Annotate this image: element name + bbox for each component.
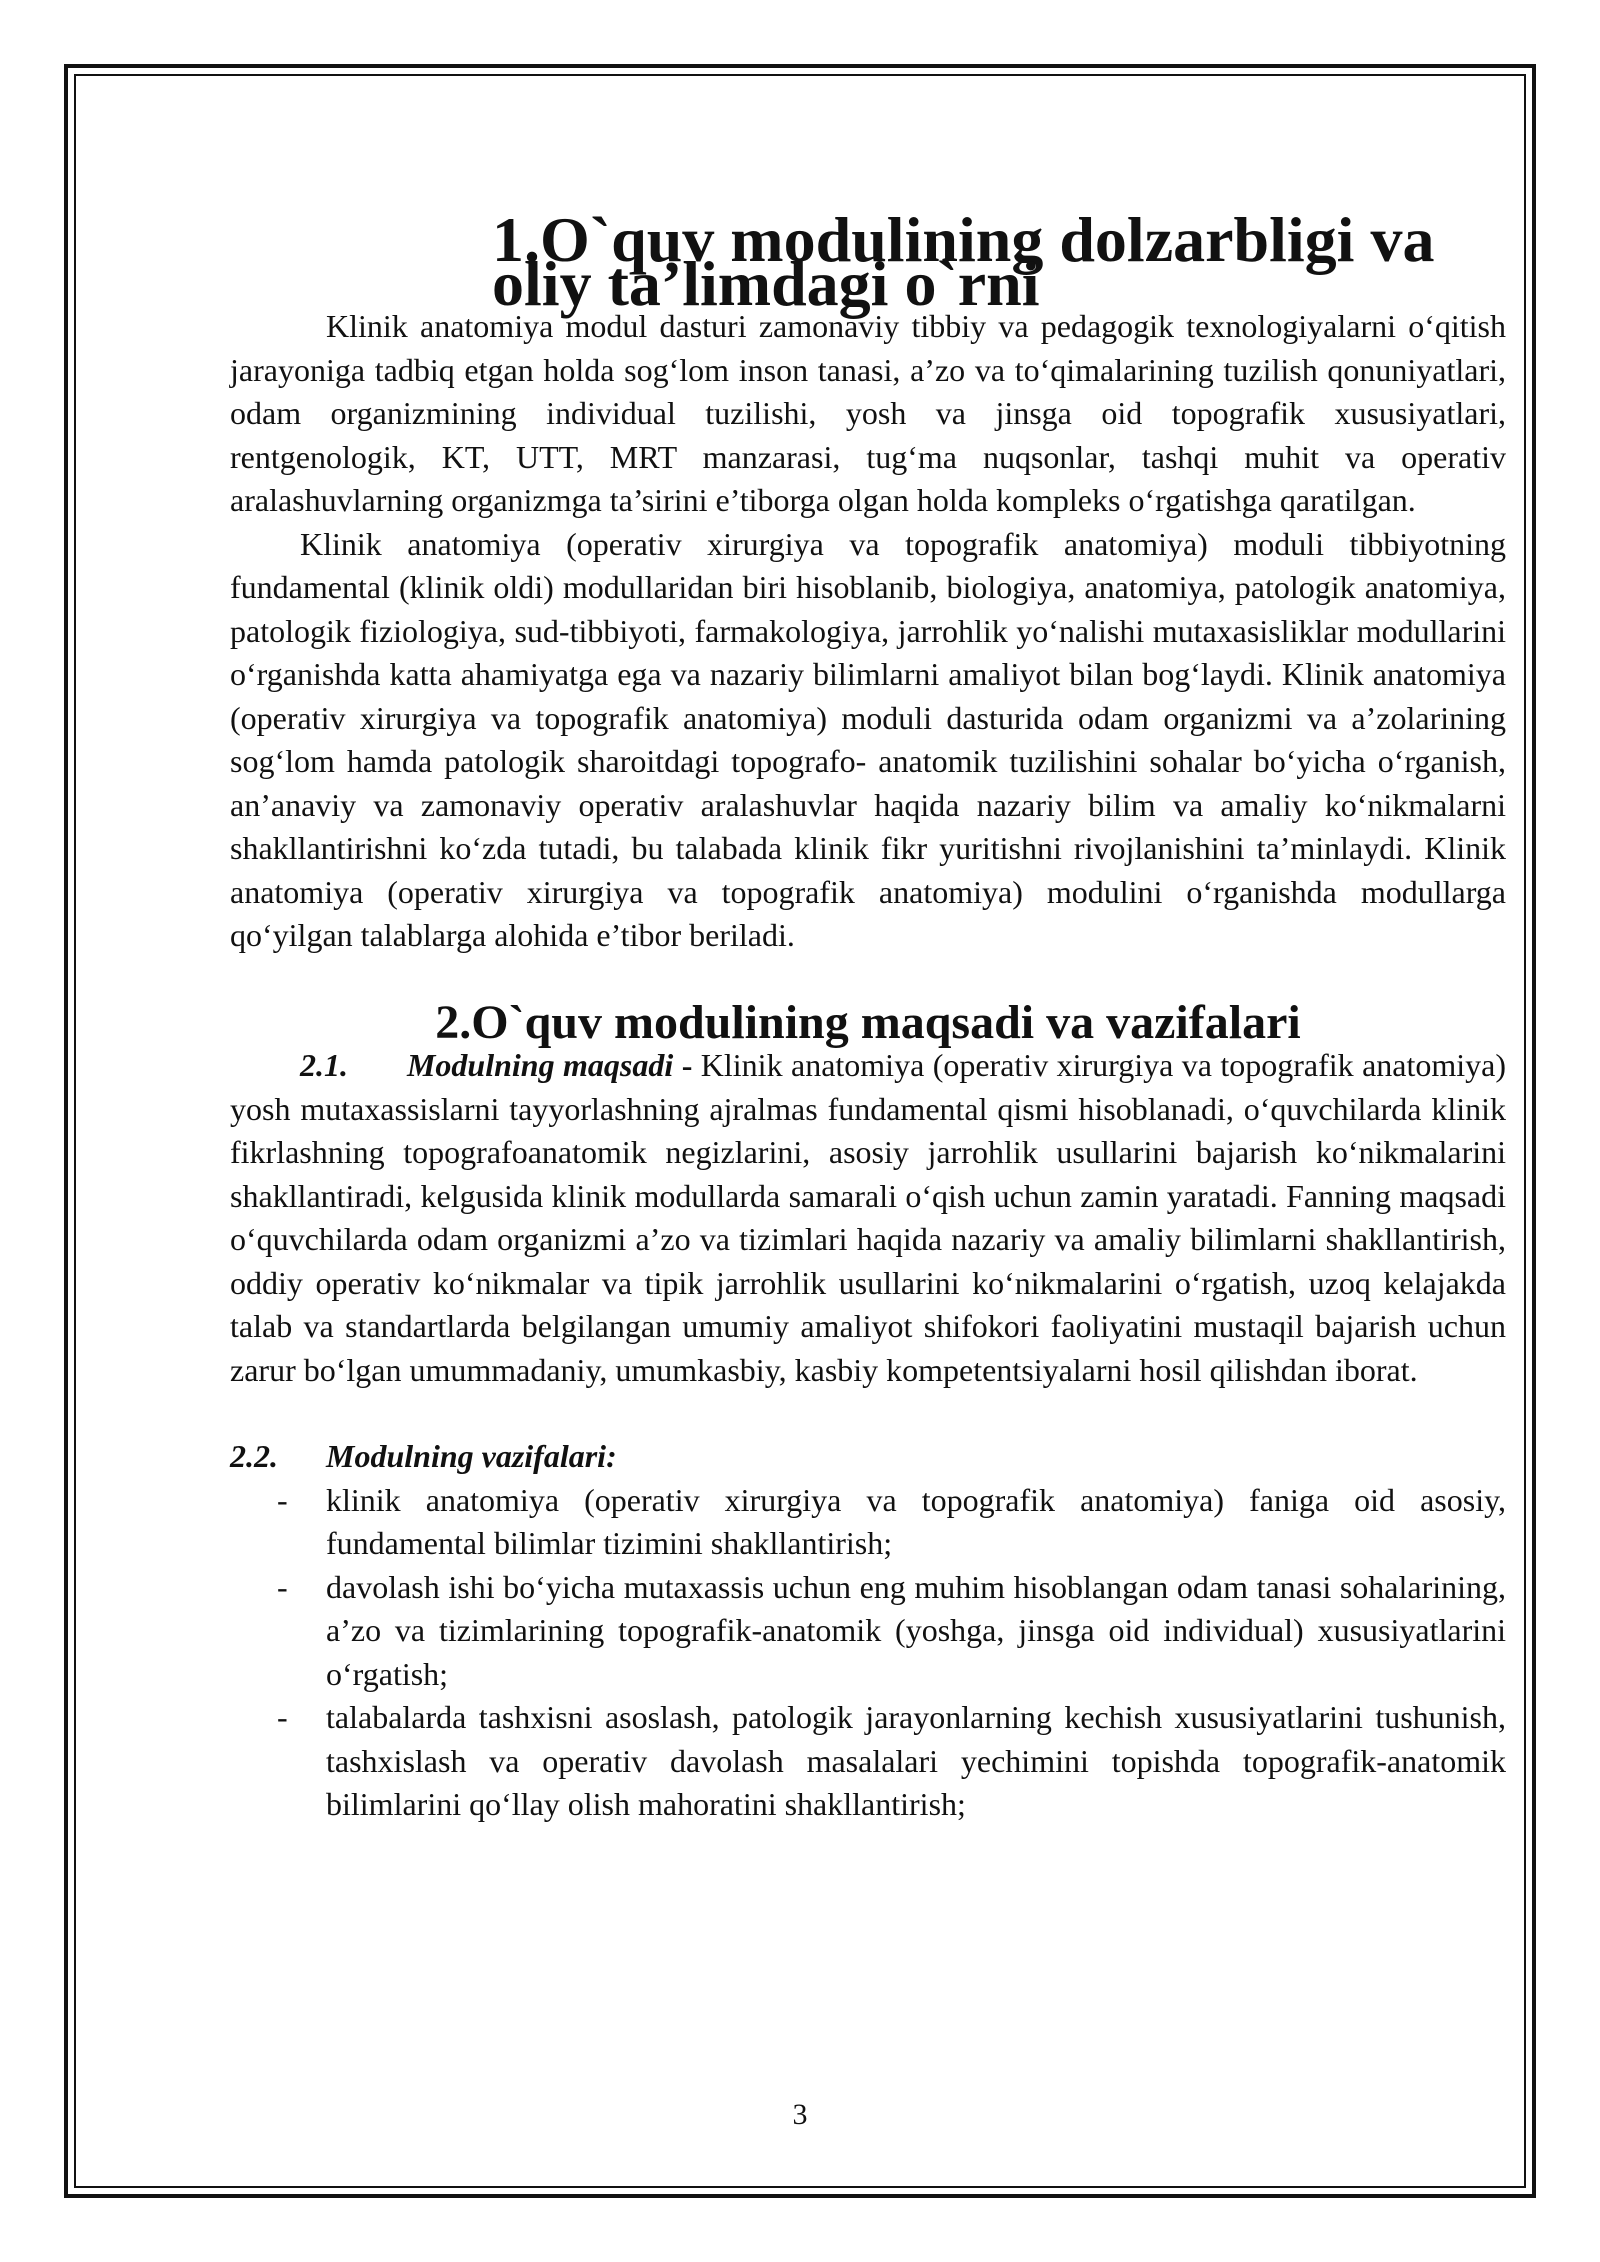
section1-paragraph-1: Klinik anatomiya modul dasturi zamonaviy tibbiy va pedagogik texnologiyalarni o‘qitish jarayoniga tadbiq etgan holda sog‘lom inson tanasi, a’zo va to‘qimalarining tuzilish qonuniyatlari, odam organizmining individual tuzilishi, yosh va jinsga oid topografik xususiyatlari, rentgenologik, KT, UTT, MRT manzarasi, tug‘ma nuqsonlar, tashqi muhit va operativ aralashuvlarning organizmga ta’sirini e’tiborga olgan holda kompleks o‘rgatishga qaratilgan. [230, 308, 1506, 518]
list-item-text: davolash ishi bo‘yicha mutaxassis uchun eng muhim hisoblangan odam tanasi sohalarining, a’zo va tizimlarining topografik-anatomik (yoshga, jinsga oid individual) xususiyatlarini o‘rgatish; [326, 1568, 1506, 1692]
tasks-number: 2.2. [230, 1438, 278, 1474]
list-item [230, 1696, 1506, 1827]
goal-paragraph [230, 1044, 1506, 1392]
section1-paragraph-2: Klinik anatomiya (operativ xirurgiya va topografik anatomiya) moduli tibbiyotning fundamental (klinik oldi) modullaridan biri hisoblanib, biologiya, anatomiya, patologik anatomiya, patologik fiziologiya, sud-tibbiyoti, farmakologiya, jarrohlik yo‘nalishi mutaxasisliklar modullarini o‘rganishda katta ahamiyatga ega va nazariy bilimlarni amaliyot bilan bog‘laydi. Klinik anatomiya (operativ xirurgiya va topografik anatomiya) moduli dasturida odam organizmi va a’zolarining sog‘lom hamda patologik sharoitdagi topografo- anatomik tuzilishini sohalar bo‘yicha o‘rganish, an’anaviy va zamonaviy operativ aralashuvlar haqida nazariy bilim va amaliy ko‘nikmalarni shakllantirishni ko‘zda tutadi, bu talabada klinik fikr yuritishni rivojlanishini ta’minlaydi. Klinik anatomiya (operativ xirurgiya va topografik anatomiya) modulini o‘rganishda modullarga qo‘yilgan talablarga alohida e’tibor beriladi. [230, 525, 1506, 953]
goal-label: Modulning maqsadi [406, 1047, 674, 1083]
list-item-text: klinik anatomiya (operativ xirurgiya va topografik anatomiya) faniga oid asosiy, fundamental bilimlar tizimini shakllantirish; [326, 1481, 1506, 1561]
bullet-dash: - [277, 1568, 288, 1605]
document-body [230, 204, 1507, 1827]
goal-separator: - [673, 1047, 701, 1083]
list-item [230, 1566, 1506, 1697]
goal-number: 2.1. [300, 1047, 348, 1083]
bullet-dash: - [277, 1481, 288, 1518]
bullet-dash: - [277, 1699, 288, 1735]
section2-title: 2.O`quv modulining maqsadi va vazifalari [435, 995, 1301, 1049]
goal-text: Klinik anatomiya (operativ xirurgiya va topografik anatomiya) yosh mutaxassislarni tayyorlashning ajralmas fundamental qismi hisoblanadi, o‘quvchilarda klinik fikrlashning topografoanatomik negizlarini, asosiy jarrohlik usullarini bajarish ko‘nikmalarini shakllantiradi, kelgusida klinik modullarda samarali o‘qish uchun zamin yaratadi. Fanning maqsadi o‘quvchilarda odam organizmi a’zo va tizimlari haqida nazariy va amaliy bilimlarni shakllantirish, oddiy operativ ko‘nikmalar va tipik jarrohlik usullarini ko‘nikmalarini o‘rgatish, uzoq kelajakda talab va standartlarda belgilangan umumiy amaliyot shifokori faoliyatini mustaqil bajarish uchun zarur bo‘lgan umummadaniy, umumkasbiy, kasbiy kompetentsiyalarni hosil qilishdan iborat. [230, 1047, 1507, 1388]
tasks-list [230, 1479, 1506, 1827]
list-item [230, 1479, 1506, 1566]
list-item-text: talabalarda tashxisni asoslash, patologik jarayonlarning kechish xususiyatlarini tushunish, tashxislash va operativ davolash masalalari yechimini topishda topografik-anatomik bilimlarini qo‘llay olish mahoratini shakllantirish; [326, 1699, 1506, 1822]
tasks-label: Modulning vazifalari: [326, 1438, 617, 1474]
section1-title: 1.O`quv modulining dolzarbligi va oliy ta’limdagi o`rni [492, 204, 1435, 319]
tasks-heading [230, 1435, 1506, 1479]
page-number: 3 [792, 2098, 808, 2131]
